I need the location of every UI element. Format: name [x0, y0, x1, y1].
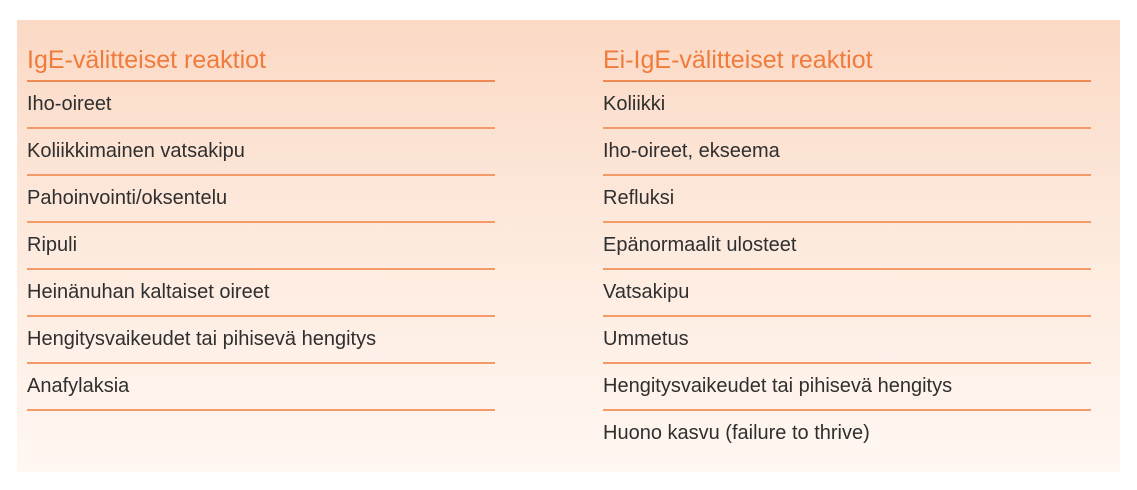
- list-item: Iho-oireet: [27, 82, 495, 129]
- non-ige-list: [603, 82, 1091, 456]
- list-item: Pahoinvointi/oksentelu: [27, 176, 495, 223]
- list-item: Koliikki: [603, 82, 1091, 129]
- ige-column: [27, 40, 495, 411]
- list-item: Refluksi: [603, 176, 1091, 223]
- list-item: Hengitysvaikeudet tai pihisevä hengitys: [603, 364, 1091, 411]
- list-item: Vatsakipu: [603, 270, 1091, 317]
- list-item: Huono kasvu (failure to thrive): [603, 422, 870, 444]
- list-item: Epänormaalit ulosteet: [603, 223, 1091, 270]
- list-item: Hengitysvaikeudet tai pihisevä hengitys: [27, 317, 495, 364]
- list-item: Heinänuhan kaltaiset oireet: [27, 270, 495, 317]
- list-item: Ummetus: [603, 317, 1091, 364]
- reactions-table: [17, 20, 1120, 472]
- list-item: Iho-oireet, ekseema: [603, 129, 1091, 176]
- non-ige-column: [603, 40, 1091, 456]
- ige-list: [27, 82, 495, 411]
- list-item: Anafylaksia: [27, 364, 495, 411]
- list-item: Koliikkimainen vatsakipu: [27, 129, 495, 176]
- non-ige-column-title: Ei-IgE-välitteiset reaktiot: [603, 40, 1091, 82]
- list-item: Ripuli: [27, 223, 495, 270]
- ige-column-title: IgE-välitteiset reaktiot: [27, 40, 495, 82]
